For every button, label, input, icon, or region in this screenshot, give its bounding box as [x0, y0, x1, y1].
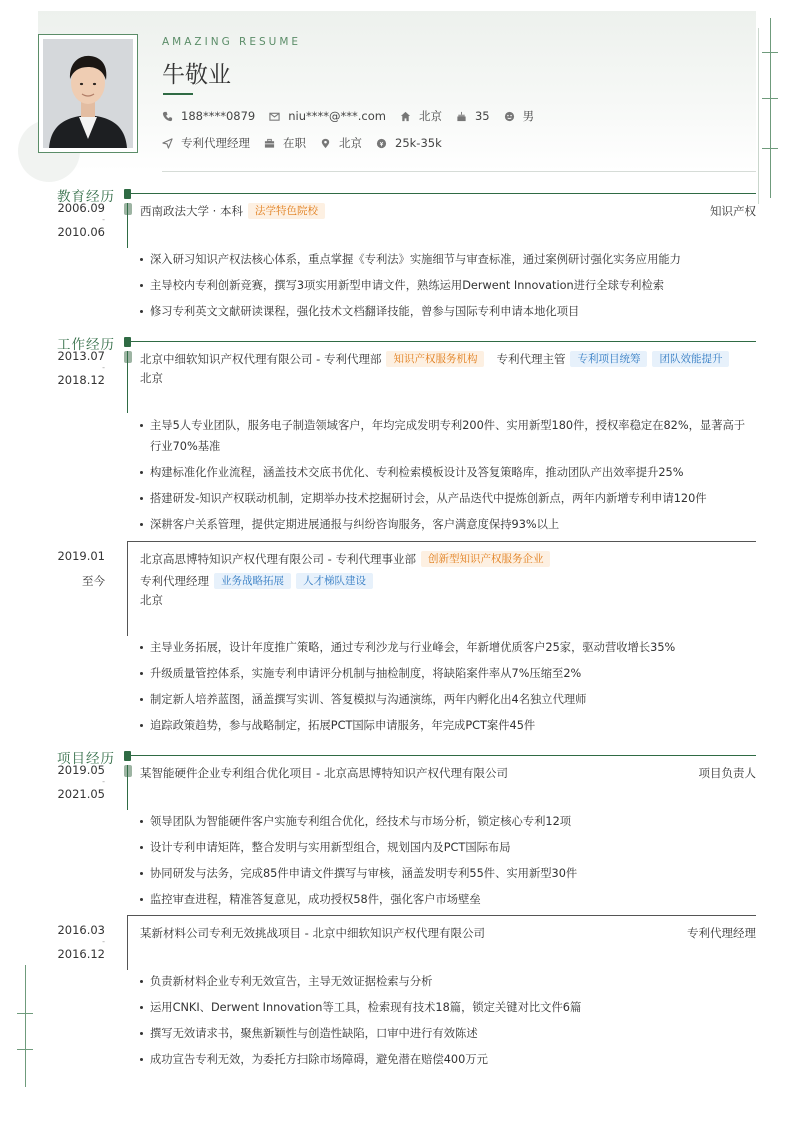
avatar-portrait: [43, 39, 133, 148]
entry-timeline: [127, 203, 128, 248]
list-item: 搭建研发-知识产权联动机制，定期举办技术挖掘研讨会，从产品迭代中提炼创新点，两年内新增专利申请120件: [140, 488, 756, 509]
right-decoration: [760, 18, 790, 198]
section-title-work: 工作经历: [57, 337, 115, 353]
list-item: 深耕客户关系管理，提供定期进展通报与纠纷咨询服务，客户满意度保持93%以上: [140, 514, 756, 535]
age-item: [456, 109, 490, 123]
residence-item: [400, 108, 442, 124]
list-item: 升级质量管控体系，实施专利申请评分机制与抽检制度，将缺陷案件率从7%压缩至2%: [140, 663, 756, 684]
age-text: 35: [474, 109, 490, 123]
job-role: 专利代理主管: [496, 352, 566, 366]
school-name: 西南政法大学 · 本科: [140, 204, 243, 218]
project-2-header: [140, 925, 756, 941]
work-1-start-date: 2013.07: [57, 349, 105, 363]
location-pin-icon: [320, 138, 331, 149]
role-tag: 专利项目统筹: [570, 351, 647, 367]
company-name: 北京中细软知识产权代理有限公司 - 专利代理部: [140, 352, 382, 366]
major: 知识产权: [710, 204, 756, 218]
list-item: 主导5人专业团队，服务电子制造领域客户，年均完成发明专利200件、实用新型180件，授权率稳定在82%，显著高于行业70%基准: [140, 415, 756, 457]
gender-text: 男: [522, 109, 535, 123]
job-role: 专利代理经理: [140, 574, 209, 588]
list-item: 成功宣告专利无效，为委托方扫除市场障碍，避免潜在赔偿400万元: [140, 1049, 756, 1070]
gender-icon: [504, 111, 515, 122]
entry-timeline: [127, 351, 128, 413]
date-separator: -: [102, 937, 105, 946]
company-tag: 创新型知识产权服务企业: [421, 551, 551, 567]
home-icon: [400, 111, 411, 122]
project-1-start-date: 2019.05: [57, 763, 105, 777]
school-tag: 法学特色院校: [248, 203, 325, 219]
phone-item: [162, 109, 255, 123]
list-item: 监控审查进程，精准答复意见，成功授权58件，强化客户市场壁垒: [140, 889, 756, 910]
target-city-text: 北京: [339, 136, 362, 150]
project-role: 项目负责人: [698, 766, 756, 780]
profile-photo: [38, 34, 138, 153]
section-rule: [131, 755, 756, 756]
section-title-education: 教育经历: [57, 189, 115, 205]
work-city: 北京: [140, 593, 163, 607]
work-2-header: [140, 551, 756, 567]
project-2-end-date: 2016.12: [57, 947, 105, 961]
entry-marker: [124, 351, 132, 363]
education-bullets: [140, 249, 756, 327]
section-rule: [131, 193, 756, 194]
entry-divider: [127, 541, 756, 542]
name-underline: [163, 93, 193, 95]
work-2-start-date: 2019.01: [57, 549, 105, 563]
section-rule: [131, 341, 756, 342]
list-item: 设计专利申请矩阵，整合发明与实用新型组合，规划国内及PCT国际布局: [140, 837, 756, 858]
entry-marker: [124, 765, 132, 777]
email-text: niu****@***.com: [288, 109, 386, 123]
date-separator: -: [102, 363, 105, 372]
list-item: 修习专利英文文献研读课程，强化技术文档翻译技能，曾参与国际专利申请本地化项目: [140, 301, 756, 322]
target-position-item: [162, 135, 250, 151]
role-tag: 人才梯队建设: [296, 573, 373, 589]
section-marker: [124, 751, 131, 761]
entry-marker: [124, 203, 132, 215]
education-start-date: 2006.09: [57, 201, 105, 215]
work-2-end-date: 至今: [82, 574, 105, 588]
list-item: 制定新人培养蓝图，涵盖撰写实训、答复模拟与沟通演练，两年内孵化出4名独立代理师: [140, 689, 756, 710]
project-1-bullets: [140, 811, 756, 915]
project-1-end-date: 2021.05: [57, 787, 105, 801]
work-1-bullets: [140, 415, 756, 540]
email-item: [269, 109, 386, 123]
work-2-role-line: [140, 573, 756, 589]
phone-text: 188****0879: [181, 109, 256, 123]
project-title: 某智能硬件企业专利组合优化项目 - 北京高思博特知识产权代理有限公司: [140, 766, 508, 780]
phone-icon: [162, 111, 173, 122]
list-item: 撰写无效请求书，聚焦新颖性与创造性缺陷，口审中进行有效陈述: [140, 1023, 756, 1044]
education-end-date: 2010.06: [57, 225, 105, 239]
list-item: 深入研习知识产权法核心体系，重点掌握《专利法》实施细节与审查标准，通过案例研讨强化实务应用能力: [140, 249, 756, 270]
entry-timeline: [127, 915, 128, 970]
gender-item: [504, 108, 535, 124]
role-tag: 业务战略拓展: [214, 573, 291, 589]
target-position-text: 专利代理经理: [181, 136, 250, 150]
work-1-end-date: 2018.12: [57, 373, 105, 387]
date-separator: -: [102, 215, 105, 224]
list-item: 运用CNKI、Derwent Innovation等工具，检索现有技术18篇，锁定关键对比文件6篇: [140, 997, 756, 1018]
list-item: 主导业务拓展，设计年度推广策略，通过专利沙龙与行业峰会，年新增优质客户25家，驱动营收增长35%: [140, 637, 756, 658]
brand-label: AMAZING RESUME: [162, 36, 302, 48]
money-icon: [376, 138, 387, 149]
entry-timeline: [127, 541, 128, 636]
list-item: 领导团队为智能硬件客户实施专利组合优化，经技术与市场分析，锁定核心专利12项: [140, 811, 756, 832]
work-city: 北京: [140, 371, 163, 385]
work-2-city: [140, 592, 756, 608]
project-1-header: [140, 765, 756, 781]
salary-item: [376, 136, 442, 150]
entry-divider: [127, 915, 756, 916]
role-tag: 团队效能提升: [652, 351, 729, 367]
entry-timeline: [127, 765, 128, 810]
list-item: 负责新材料企业专利无效宣告，主导无效证据检索与分析: [140, 971, 756, 992]
work-2-bullets: [140, 637, 756, 741]
section-marker: [124, 189, 131, 199]
list-item: 协同研发与法务，完成85件申请文件撰写与审核，涵盖发明专利55件、实用新型30件: [140, 863, 756, 884]
company-tag: 知识产权服务机构: [386, 351, 484, 367]
residence-text: 北京: [418, 109, 442, 123]
project-title: 某新材料公司专利无效挑战项目 - 北京中细软知识产权代理有限公司: [140, 926, 485, 940]
company-name: 北京高思博特知识产权代理有限公司 - 专利代理事业部: [140, 552, 416, 566]
contact-row: [162, 108, 548, 124]
list-item: 追踪政策趋势，参与战略制定，拓展PCT国际申请服务，年完成PCT案件45件: [140, 715, 756, 736]
salary-text: 25k-35k: [395, 136, 442, 150]
job-intent-row: [162, 135, 456, 151]
briefcase-icon: [264, 138, 275, 149]
cake-icon: [456, 111, 467, 122]
candidate-name: 牛敬业: [162, 62, 231, 88]
header-divider: [162, 171, 756, 172]
date-separator: -: [102, 777, 105, 786]
mail-icon: [269, 111, 280, 122]
target-city-item: [320, 135, 362, 151]
left-decoration: [15, 965, 35, 1090]
project-2-start-date: 2016.03: [57, 923, 105, 937]
section-marker: [124, 337, 131, 347]
work-1-city: [140, 370, 756, 386]
project-2-bullets: [140, 971, 756, 1075]
education-header: [140, 203, 756, 219]
work-1-header: [140, 351, 756, 367]
list-item: 主导校内专利创新竞赛，撰写3项实用新型申请文件，熟练运用Derwent Innovation进行全球专利检索: [140, 275, 756, 296]
status-item: [264, 135, 306, 151]
send-icon: [162, 138, 173, 149]
section-title-projects: 项目经历: [57, 751, 115, 767]
list-item: 构建标准化作业流程，涵盖技术交底书优化、专利检索模板设计及答复策略库，推动团队产出效率提升25%: [140, 462, 756, 483]
status-text: 在职: [283, 136, 306, 150]
project-role: 专利代理经理: [687, 926, 756, 940]
